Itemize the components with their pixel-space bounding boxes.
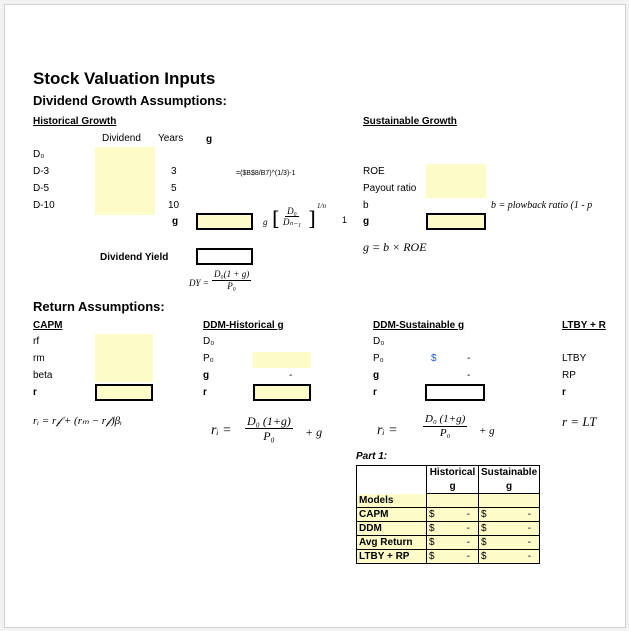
ddm-sust-d0-label: D₀ — [373, 336, 385, 347]
col-dividend-header: Dividend — [102, 133, 141, 144]
ltby-formula: r = LT — [562, 414, 597, 429]
ddm-sust-g-label: g — [373, 370, 380, 381]
sust-value[interactable]: - — [495, 508, 540, 522]
ddm-hist-formula-fraction — [245, 414, 293, 443]
row-label-d0: D₀ — [33, 149, 45, 160]
dy-formula-fraction — [212, 269, 251, 292]
sust-currency: $ — [479, 522, 495, 536]
dy-formula-lhs: DY = — [189, 278, 209, 288]
model-name: DDM — [357, 522, 427, 536]
capm-r-output[interactable] — [95, 384, 153, 401]
sust-currency: $ — [479, 508, 495, 522]
ddm-hist-formula-den: P₀ — [263, 429, 275, 443]
col-sustainable-header: Sustainable — [479, 466, 540, 480]
g-formula-bracket-open: [ — [272, 206, 280, 230]
g-formula-bracket-close: ] — [308, 206, 316, 230]
table-row — [357, 550, 540, 564]
models-header: Models — [357, 494, 427, 508]
part1-label: Part 1: — [356, 451, 388, 462]
col-g-header: g — [206, 134, 213, 145]
dividend-yield-label: Dividend Yield — [100, 252, 169, 263]
ddm-hist-p0-label: P₀ — [203, 353, 214, 364]
hist-currency: $ — [427, 522, 441, 536]
ddm-sust-formula-fraction — [423, 413, 467, 440]
rp-label: RP — [562, 370, 576, 381]
g-formula-exponent: 1/n — [317, 202, 326, 210]
growth-formula-text: =($B$8/B7)^(1/3)-1 — [236, 170, 296, 177]
ddm-sust-r-label: r — [373, 387, 377, 398]
row-label-d3: D-3 — [33, 166, 50, 177]
g-formula-fraction — [281, 206, 303, 227]
hist-currency: $ — [427, 550, 441, 564]
ddm-hist-r-output[interactable] — [253, 384, 311, 401]
sustainable-g-input[interactable] — [426, 213, 486, 230]
years-3: 3 — [171, 166, 177, 177]
historical-growth-heading: Historical Growth — [33, 116, 117, 127]
dy-formula-num: D₀(1 + g) — [214, 269, 250, 279]
g-formula-tail: 1 — [342, 215, 348, 225]
col-sustainable-g: g — [479, 480, 540, 494]
ddm-sust-p0-label: P₀ — [373, 353, 384, 364]
payout-ratio-label: Payout ratio — [363, 183, 417, 194]
capm-r-label: r — [33, 387, 37, 398]
capm-input-cells[interactable] — [95, 334, 153, 382]
hist-value[interactable]: - — [441, 550, 479, 564]
hist-value[interactable]: - — [441, 522, 479, 536]
table-row — [357, 536, 540, 550]
col-years-header: Years — [158, 133, 184, 144]
ltby-heading: LTBY + R — [562, 320, 606, 331]
b-label: b — [363, 200, 369, 211]
ddm-sust-formula-num: D₀ (1+g) — [425, 413, 466, 425]
g-label-historical: g — [172, 216, 179, 227]
sust-currency: $ — [479, 550, 495, 564]
g-label-sustainable: g — [363, 216, 370, 227]
ddm-sust-p0-value: - — [467, 353, 471, 364]
roe-label: ROE — [363, 166, 385, 177]
row-label-d10: D-10 — [33, 200, 55, 211]
spreadsheet-sheet — [4, 4, 626, 628]
capm-formula: rᵢ = r𝒻 + (rₘ − r𝒻)βᵢ — [33, 415, 122, 427]
page-title: Stock Valuation Inputs — [33, 69, 216, 88]
beta-label: beta — [33, 370, 53, 381]
ddm-hist-formula-tail: + g — [305, 425, 323, 439]
hist-currency: $ — [427, 508, 441, 522]
rm-label: rm — [33, 353, 45, 364]
g-formula-lhs: g — [263, 217, 268, 227]
model-name: LTBY + RP — [357, 550, 427, 564]
ltby-r-label: r — [562, 387, 566, 398]
hist-value[interactable]: - — [441, 536, 479, 550]
ddm-sustainable-heading: DDM-Sustainable g — [373, 320, 465, 331]
sust-value[interactable]: - — [495, 550, 540, 564]
ddm-historical-heading: DDM-Historical g — [203, 320, 284, 331]
ddm-hist-p0-input[interactable] — [253, 352, 311, 368]
hist-currency: $ — [427, 536, 441, 550]
model-name: Avg Return — [357, 536, 427, 550]
ddm-sust-p0-currency: $ — [431, 353, 437, 364]
sust-currency: $ — [479, 536, 495, 550]
ddm-hist-formula-num: D₀ (1+g) — [247, 414, 291, 428]
dy-formula-den: P₀ — [227, 281, 236, 291]
sustainable-input-cells[interactable] — [426, 164, 486, 198]
table-row — [357, 522, 540, 536]
ltby-label: LTBY — [562, 353, 587, 364]
ddm-hist-formula-lhs: rᵢ = — [211, 423, 232, 438]
g-formula-num: D₀ — [287, 206, 297, 216]
ddm-sust-formula-tail: + g — [479, 425, 495, 437]
col-historical-g: g — [427, 480, 479, 494]
table-row — [357, 508, 540, 522]
row-label-d5: D-5 — [33, 183, 50, 194]
years-10: 10 — [168, 200, 180, 211]
dividend-input-cells[interactable] — [95, 147, 155, 215]
years-5: 5 — [171, 183, 177, 194]
dividend-yield-output[interactable] — [196, 248, 253, 265]
sust-value[interactable]: - — [495, 536, 540, 550]
ddm-sust-r-output[interactable] — [425, 384, 485, 401]
ddm-sust-formula-den: P₀ — [439, 427, 451, 439]
ddm-hist-d0-label: D₀ — [203, 336, 215, 347]
section-title-returns: Return Assumptions: — [33, 299, 165, 314]
hist-value[interactable]: - — [441, 508, 479, 522]
sustainable-growth-heading: Sustainable Growth — [363, 116, 457, 127]
spacer-cell — [427, 494, 479, 508]
part1-results-table — [356, 465, 540, 564]
models-corner-cell — [357, 466, 427, 494]
ddm-hist-g-value: - — [289, 370, 293, 381]
ddm-sust-formula-lhs: rᵢ = — [377, 423, 398, 438]
historical-g-input[interactable] — [196, 213, 253, 230]
capm-heading: CAPM — [33, 320, 63, 331]
section-title-dividend: Dividend Growth Assumptions: — [33, 93, 227, 108]
plowback-note: b = plowback ratio (1 - p — [491, 200, 593, 211]
sust-value[interactable]: - — [495, 522, 540, 536]
sustainable-g-formula: g = b × ROE — [363, 240, 427, 254]
rf-label: rf — [33, 336, 40, 347]
model-name: CAPM — [357, 508, 427, 522]
ddm-sust-g-value: - — [467, 370, 471, 381]
g-formula-den: Dₙ₋₁ — [283, 217, 301, 227]
ddm-hist-r-label: r — [203, 387, 207, 398]
ddm-hist-g-label: g — [203, 370, 210, 381]
col-historical-header: Historical — [427, 466, 479, 480]
spacer-cell — [479, 494, 540, 508]
